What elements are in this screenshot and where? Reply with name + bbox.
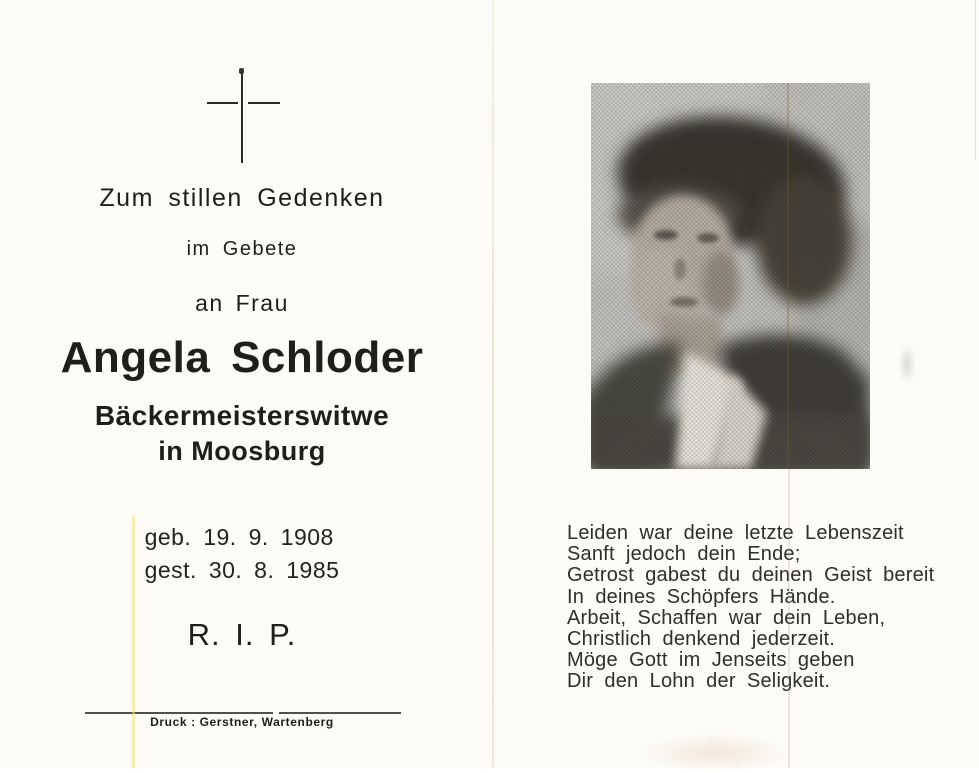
left-panel — [0, 0, 484, 768]
poem-line: Arbeit, Schaffen war dein Leben, — [567, 606, 886, 629]
divider-segment-right — [279, 712, 401, 714]
scan-discoloration — [640, 733, 790, 773]
poem-line: Dir den Lohn der Seligkeit. — [567, 670, 831, 693]
deceased-occupation: Bäckermeisterswitwe — [94, 400, 390, 431]
poem-line: Möge Gott im Jenseits geben — [567, 649, 855, 672]
left-crease-line — [132, 516, 135, 768]
life-dates — [0, 521, 484, 587]
halftone-texture — [591, 83, 870, 469]
poem-line: Getrost gabest du deinen Geist bereit — [567, 564, 935, 587]
memorial-line-2: im Gebete — [186, 238, 298, 260]
poem-line: Leiden war deine letzte Lebenszeit — [567, 522, 904, 544]
memorial-line-3: an Frau — [195, 290, 289, 316]
poem-line: In deines Schöpfers Hände. — [567, 585, 836, 608]
printer-credit: Druck : Gerstner, Wartenberg — [150, 715, 334, 729]
cross-right-arm — [248, 102, 280, 104]
portrait-photo — [591, 83, 870, 469]
scan-edge-line — [975, 0, 976, 160]
rip-inscription: R. I. P. — [187, 617, 297, 652]
deceased-name: Angela Schloder — [60, 333, 424, 382]
poem-line: Christlich denkend jederzeit. — [567, 628, 836, 651]
photo-crease-line — [787, 83, 789, 469]
poem-line: Sanft jedoch dein Ende; — [567, 543, 801, 566]
cross-left-arm — [207, 102, 238, 104]
cross-vertical-bar — [241, 72, 243, 163]
deceased-residence: in Moosburg — [158, 436, 326, 466]
birth-date: geb. 19. 9. 1908 — [144, 524, 334, 550]
center-fold-line — [492, 0, 494, 768]
scan-smudge — [898, 343, 916, 385]
life-dates-block — [145, 521, 340, 587]
divider-segment-left — [85, 712, 273, 714]
memorial-poem — [567, 523, 934, 693]
right-crease-line — [788, 469, 790, 768]
death-date: gest. 30. 8. 1985 — [144, 557, 340, 583]
memorial-line-1: Zum stillen Gedenken — [99, 184, 385, 212]
